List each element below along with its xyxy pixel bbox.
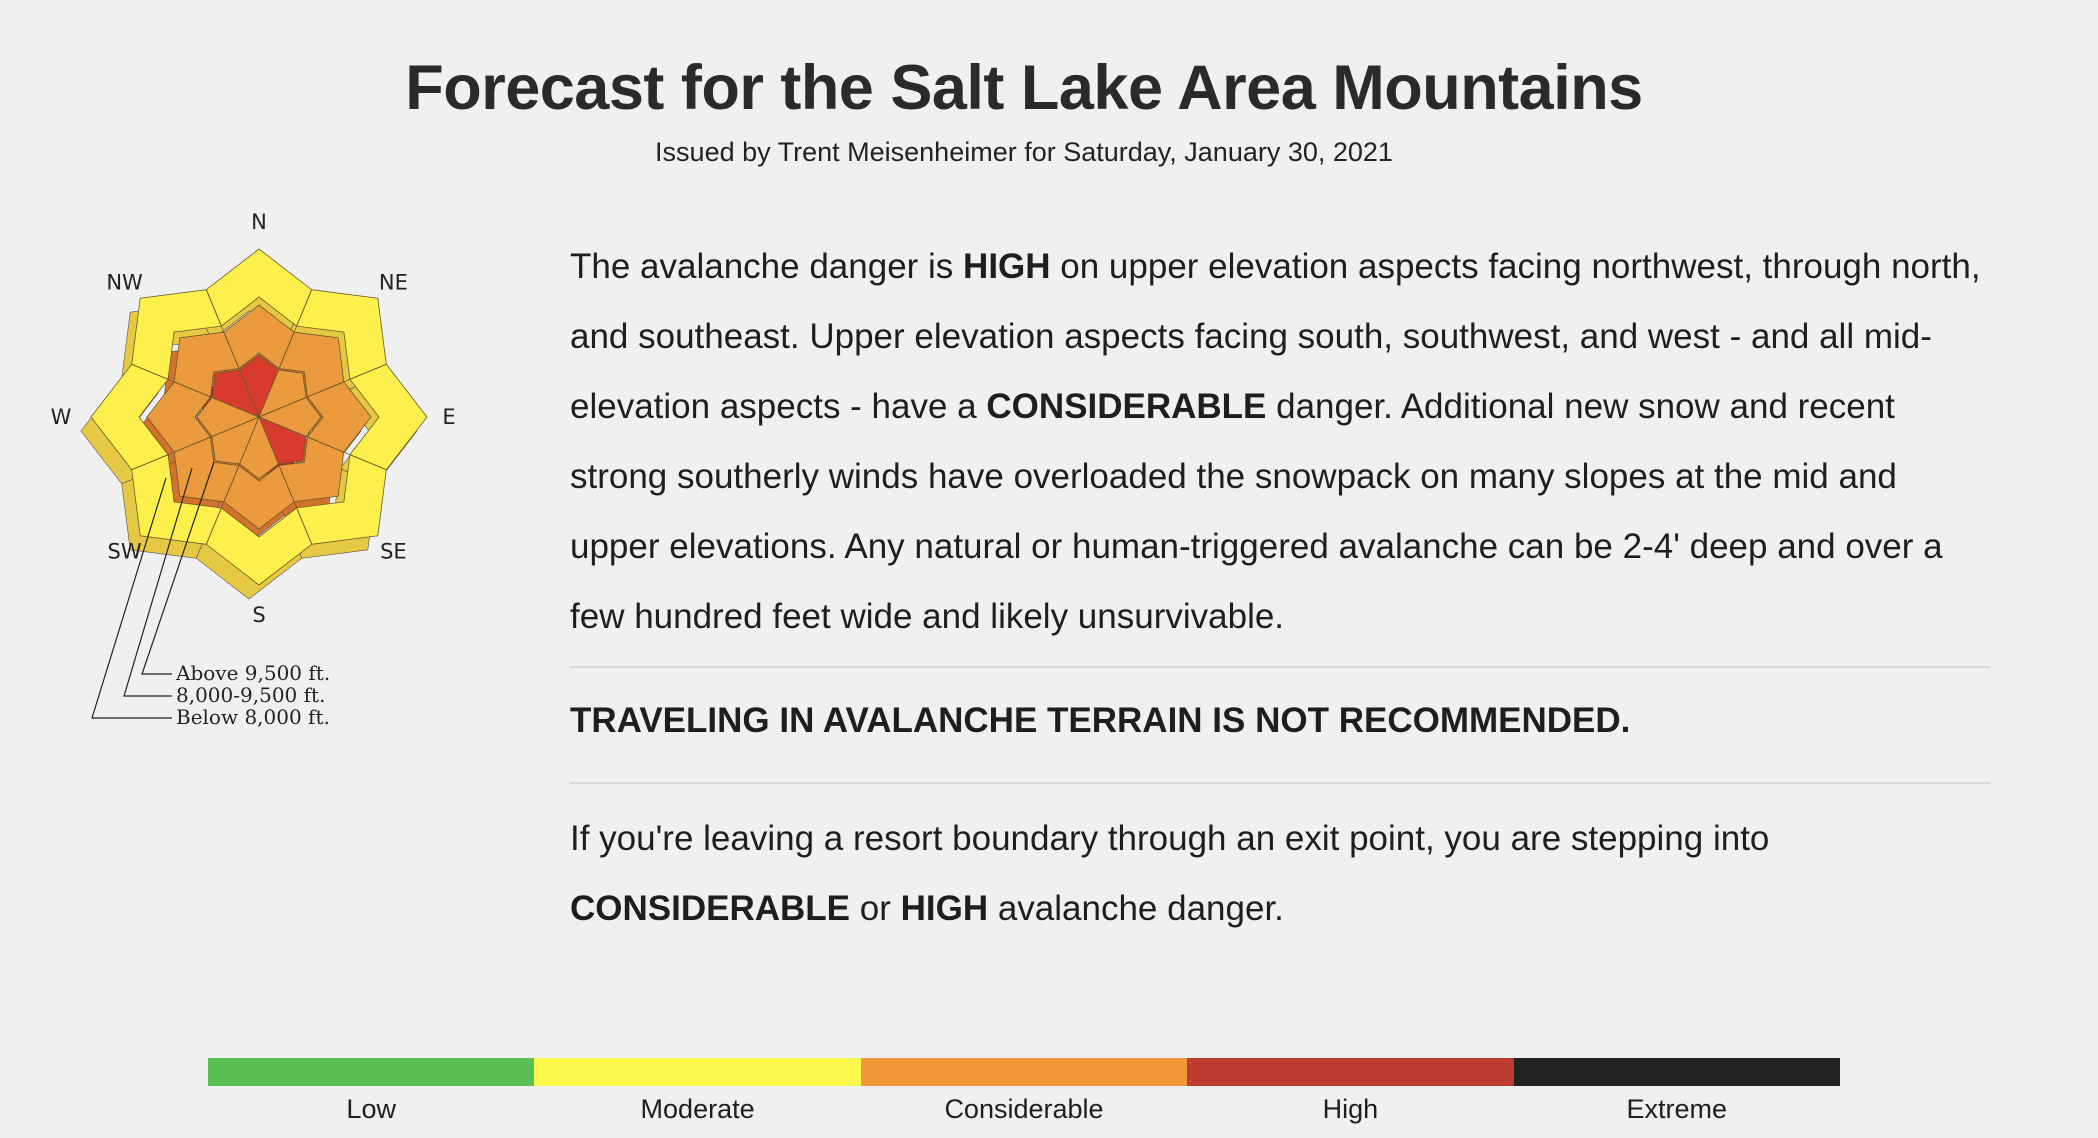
- note-danger-high: HIGH: [900, 889, 989, 928]
- scale-high-label: High: [1322, 1094, 1379, 1124]
- scale-moderate-bar: [534, 1058, 860, 1086]
- resort-boundary-note: [570, 784, 1990, 944]
- rose-direction-ne: NE: [378, 270, 408, 295]
- note-text-1: If you're leaving a resort boundary through an exit point, you are stepping into: [570, 819, 1770, 858]
- travel-warning: TRAVELING IN AVALANCHE TERRAIN IS NOT RECOMMENDED.: [570, 701, 1631, 740]
- note-text-3: avalanche danger.: [988, 889, 1284, 928]
- scale-low-bar: [208, 1058, 534, 1086]
- rose-direction-s: S: [252, 603, 266, 627]
- scale-low-label: Low: [346, 1094, 396, 1124]
- summary-text-3: danger. Additional new snow and recent strong southerly winds have overloaded the snowpack on many slopes at the mid and upper elevations. Any natural or human-triggered avalanche can be 2-4' deep and over a few hundred feet wide and likely unsurvivable.: [570, 387, 1943, 636]
- scale-considerable: [861, 1058, 1187, 1128]
- scale-considerable-label: Considerable: [944, 1094, 1104, 1124]
- summary-text-1: The avalanche danger is: [570, 247, 964, 286]
- rose-legend-label: Below 8,000 ft.: [176, 705, 330, 729]
- rose-direction-n: N: [251, 210, 267, 234]
- danger-rose-graphic: [14, 210, 514, 752]
- scale-considerable-bar: [861, 1058, 1187, 1086]
- summary-danger-considerable: CONSIDERABLE: [986, 387, 1267, 426]
- rose-direction-sw: SW: [107, 539, 142, 564]
- scale-extreme-label: Extreme: [1626, 1094, 1728, 1124]
- summary-danger-high: HIGH: [963, 247, 1051, 286]
- danger-scale: [208, 1058, 1840, 1128]
- scale-moderate: [534, 1058, 860, 1128]
- rose-legend-label: 8,000-9,500 ft.: [176, 683, 326, 707]
- summary-text-2: on upper elevation aspects facing northwest, through north, and southeast. Upper elevation aspects facing south, southwest, and west - and all mid-elevation aspects - have a: [570, 247, 1981, 426]
- scale-low: [208, 1058, 534, 1128]
- rose-direction-e: E: [442, 405, 456, 429]
- danger-rose: [14, 210, 514, 752]
- rose-direction-nw: NW: [106, 270, 143, 295]
- scale-high-bar: [1187, 1058, 1513, 1086]
- rose-legend-label: Above 9,500 ft.: [176, 661, 331, 685]
- note-text-2: or: [850, 889, 901, 928]
- page-title: Forecast for the Salt Lake Area Mountains: [405, 53, 1643, 123]
- rose-direction-se: SE: [380, 539, 407, 564]
- page-subtitle: Issued by Trent Meisenheimer for Saturday, January 30, 2021: [655, 137, 1393, 167]
- forecast-content: [570, 232, 1990, 944]
- note-danger-considerable: CONSIDERABLE: [570, 889, 851, 928]
- scale-high: [1187, 1058, 1513, 1128]
- scale-extreme: [1514, 1058, 1840, 1128]
- scale-extreme-bar: [1514, 1058, 1840, 1086]
- scale-moderate-label: Moderate: [640, 1094, 755, 1124]
- forecast-summary: [570, 232, 1990, 652]
- rose-direction-w: W: [50, 405, 72, 429]
